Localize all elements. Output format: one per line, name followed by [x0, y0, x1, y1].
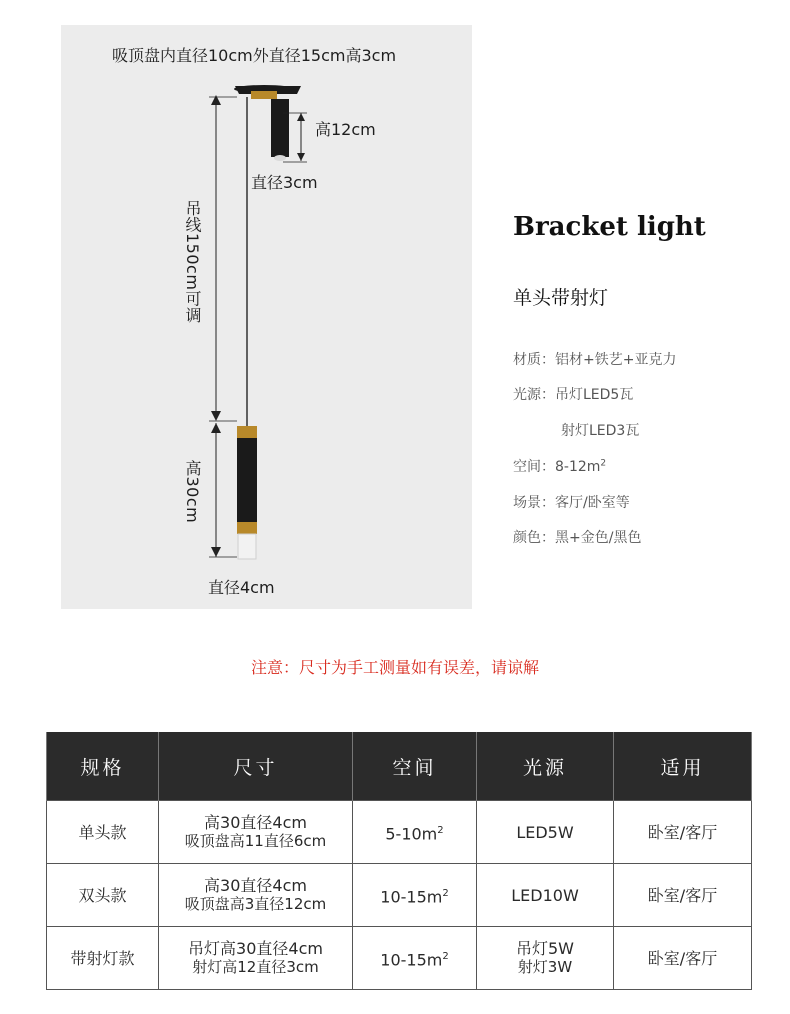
cell-light: 吊灯5W 射灯3W — [477, 927, 614, 990]
cell-light: LED10W — [477, 864, 614, 927]
cable-length-label: 吊线150cm可调 — [183, 200, 202, 324]
pendant-acrylic-lens — [238, 534, 256, 559]
cell-light: LED5W — [477, 801, 614, 864]
table-row — [47, 927, 752, 990]
spec-table — [46, 732, 752, 990]
cell-size: 吊灯高30直径4cm 射灯高12直径3cm — [159, 927, 353, 990]
spotlight-lens — [274, 155, 286, 161]
cell-size: 高30直径4cm 吸顶盘高11直径6cm — [159, 801, 353, 864]
lamp-illustration — [61, 25, 472, 609]
pendant-bottom-gold — [237, 522, 257, 534]
measurement-notice: 注意：尺寸为手工测量如有误差，请谅解 — [250, 658, 539, 677]
table-row — [47, 801, 752, 864]
header-use: 适用 — [614, 732, 752, 801]
product-title: Bracket light — [513, 212, 706, 242]
cell-model: 单头款 — [47, 801, 159, 864]
spotlight-diameter-label: 直径3cm — [251, 173, 318, 192]
cell-use: 卧室/客厅 — [614, 864, 752, 927]
spec-color: 颜色：黑+金色/黑色 — [513, 530, 642, 546]
spec-light-source: 光源：吊灯LED5瓦 — [513, 387, 634, 403]
spec-space: 空间：$8-12m^2$ — [513, 458, 607, 475]
table-row — [47, 864, 752, 927]
spotlight-height-label: 高12cm — [315, 120, 376, 139]
cell-use: 卧室/客厅 — [614, 927, 752, 990]
product-subtitle: 单头带射灯 — [513, 287, 609, 309]
cell-space: $5-10m^2$ — [353, 801, 477, 864]
header-model: 规格 — [47, 732, 159, 801]
cell-model: 双头款 — [47, 864, 159, 927]
header-light: 光源 — [477, 732, 614, 801]
pendant-body — [237, 438, 257, 522]
cell-use: 卧室/客厅 — [614, 801, 752, 864]
header-size: 尺寸 — [159, 732, 353, 801]
header-space: 空间 — [353, 732, 477, 801]
pendant-height-label: 高30cm — [183, 460, 202, 524]
spec-material: 材质：铝材+铁艺+亚克力 — [513, 352, 677, 368]
pendant-top-gold — [237, 426, 257, 438]
cell-size: 高30直径4cm 吸顶盘高3直径12cm — [159, 864, 353, 927]
spotlight-body — [271, 99, 289, 157]
spec-scene: 场景：客厅/卧室等 — [513, 495, 630, 511]
cell-model: 带射灯款 — [47, 927, 159, 990]
spec-light-source-2: 射灯LED3瓦 — [561, 423, 640, 439]
cell-space: $10-15m^2$ — [353, 864, 477, 927]
canopy-gold-ring — [251, 91, 277, 99]
table-header-row — [47, 732, 752, 801]
canopy-dimension-label: 吸顶盘内直径10cm外直径15cm高3cm — [112, 46, 397, 65]
cell-space: $10-15m^2$ — [353, 927, 477, 990]
pendant-diameter-label: 直径4cm — [208, 578, 275, 597]
